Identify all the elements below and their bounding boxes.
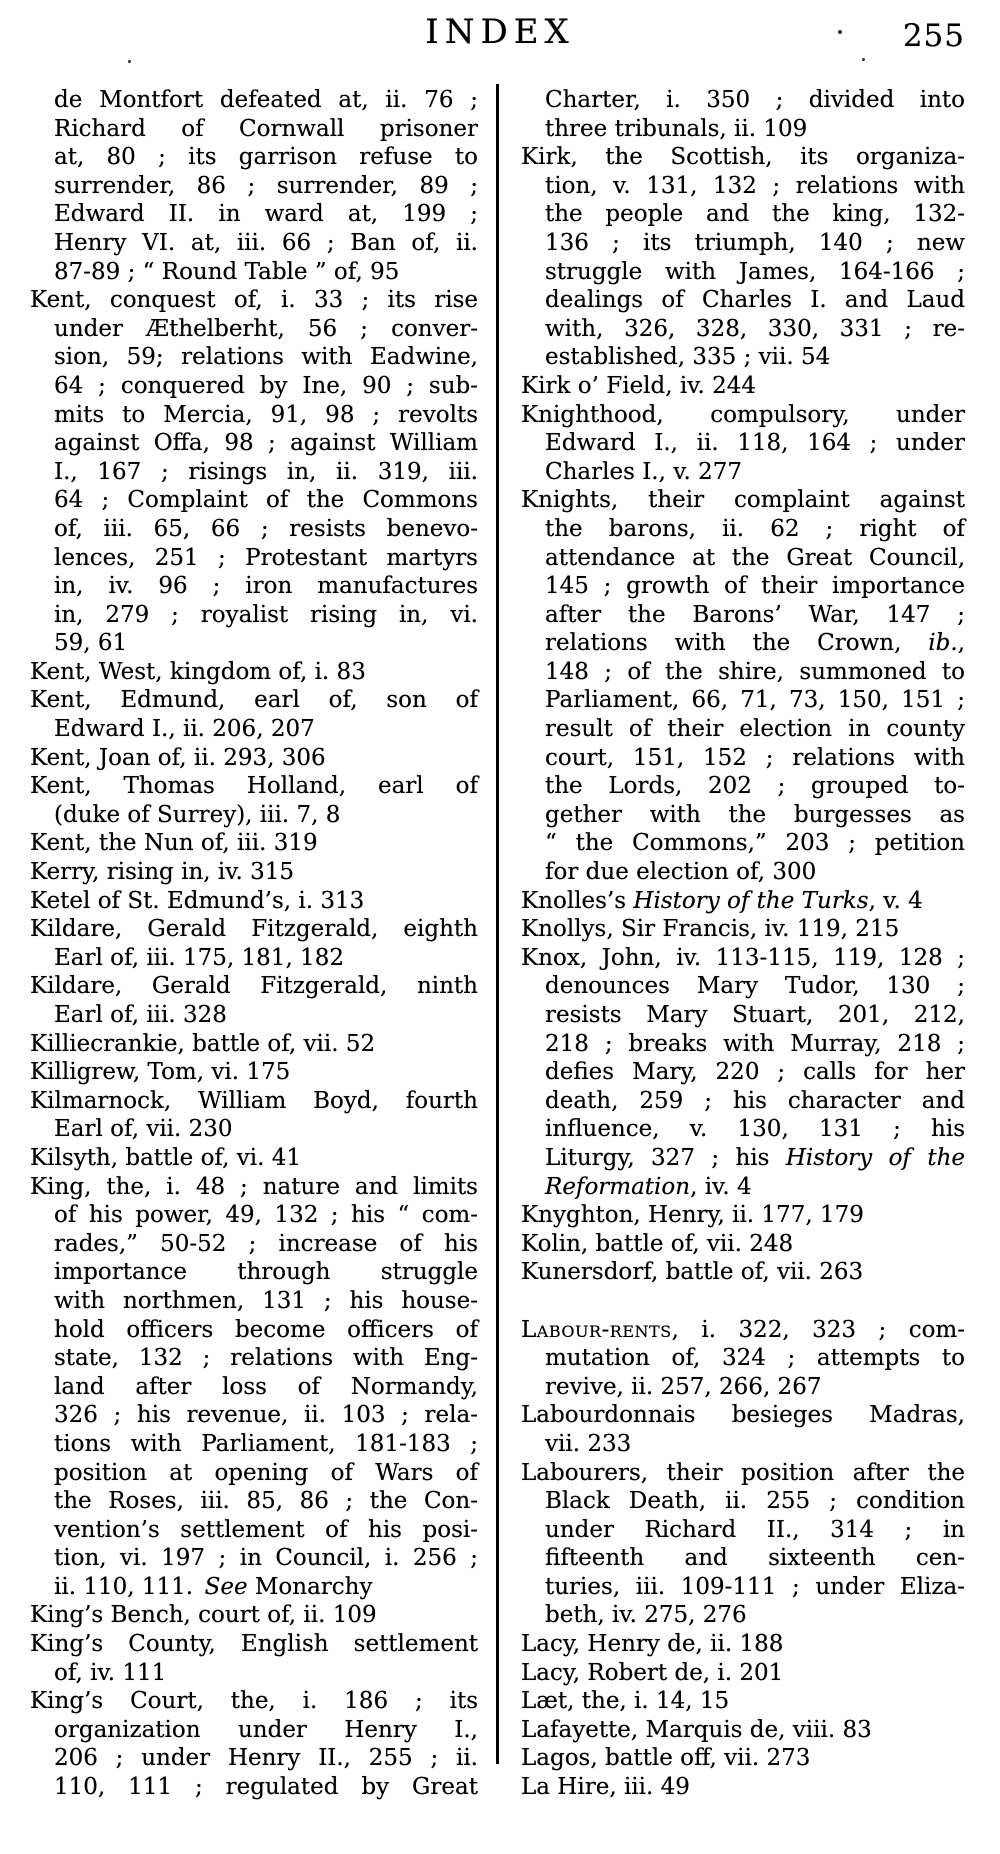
index-line: relations with the Crown, ib., (545, 630, 965, 657)
index-line: ii. 110, 111. See Monarchy (54, 1573, 373, 1600)
italic-text: History of the Turks (633, 887, 869, 914)
index-line: struggle with James, 164-166 ; (545, 258, 965, 285)
index-line: of his power, 49, 132 ; his “ com- (54, 1202, 478, 1229)
index-line: Kilmarnock, William Boyd, fourth (30, 1087, 478, 1114)
index-line: sion, 59; relations with Eadwine, (54, 344, 478, 371)
index-line: against Offa, 98 ; against William (54, 430, 478, 457)
index-line: Kent, Edmund, earl of, son of (30, 687, 478, 714)
index-line: surrender, 86 ; surrender, 89 ; (54, 172, 478, 199)
index-line: 145 ; growth of their importance (545, 573, 965, 600)
index-line: 136 ; its triumph, 140 ; new (545, 229, 965, 256)
index-column-right (521, 86, 965, 1802)
index-line: “ the Commons,” 203 ; petition (545, 830, 965, 857)
index-line: the Lords, 202 ; grouped to- (545, 773, 965, 800)
page-title: INDEX (425, 12, 575, 52)
index-line: Lafayette, Marquis de, viii. 83 (521, 1716, 872, 1743)
index-line: the barons, ii. 62 ; right of (545, 515, 965, 542)
index-line: Black Death, ii. 255 ; condition (545, 1488, 965, 1515)
index-line: Knights, their complaint against (521, 487, 965, 514)
index-line: Edward I., ii. 118, 164 ; under (545, 430, 965, 457)
index-line: for due election of, 300 (545, 859, 817, 886)
index-line: Labour-rents, i. 322, 323 ; com- (521, 1316, 965, 1343)
index-line: Killiecrankie, battle of, vii. 52 (30, 1030, 376, 1057)
index-line: result of their election in county (545, 716, 965, 743)
index-line: King, the, i. 48 ; nature and limits (30, 1173, 478, 1200)
index-line: La Hire, iii. 49 (521, 1774, 690, 1801)
index-line: Kent, West, kingdom of, i. 83 (30, 658, 366, 685)
index-line: dealings of Charles I. and Laud (545, 287, 965, 314)
index-line: 326 ; his revenue, ii. 103 ; rela- (54, 1402, 478, 1429)
index-line: after the Barons’ War, 147 ; (545, 601, 965, 628)
index-line: fifteenth and sixteenth cen- (545, 1545, 965, 1572)
index-line: Kilsyth, battle of, vi. 41 (30, 1144, 301, 1171)
italic-text: ib. (928, 630, 958, 657)
blank-line (521, 1287, 965, 1316)
index-line: Kent, the Nun of, iii. 319 (30, 830, 318, 857)
index-line: Henry VI. at, iii. 66 ; Ban of, ii. (54, 229, 478, 256)
index-line: tions with Parliament, 181-183 ; (54, 1430, 478, 1457)
index-line: Earl of, vii. 230 (54, 1116, 233, 1143)
index-line: mits to Mercia, 91, 98 ; revolts (54, 401, 478, 428)
index-line: attendance at the Great Council, (545, 544, 965, 571)
index-line: Knollys, Sir Francis, iv. 119, 215 (521, 916, 900, 943)
index-line: I., 167 ; risings in, ii. 319, iii. (54, 458, 478, 485)
index-line: under Æthelberht, 56 ; conver- (54, 315, 478, 342)
index-line: rades,” 50-52 ; increase of his (54, 1230, 478, 1257)
index-line: King’s Court, the, i. 186 ; its (30, 1688, 478, 1715)
index-line: Kirk, the Scottish, its organiza- (521, 144, 965, 171)
index-line: tion, vi. 197 ; in Council, i. 256 ; (54, 1545, 478, 1572)
index-line: Knox, John, iv. 113-115, 119, 128 ; (521, 944, 965, 971)
index-line: influence, v. 130, 131 ; his (545, 1116, 965, 1143)
index-line: Edward I., ii. 206, 207 (54, 716, 315, 743)
index-line: Kirk o’ Field, iv. 244 (521, 372, 757, 399)
index-line: gether with the burgesses as (545, 801, 965, 828)
index-line: Kent, conquest of, i. 33 ; its rise (30, 287, 478, 314)
scan-speck (862, 58, 865, 61)
scan-speck (838, 30, 842, 34)
index-line: mutation of, 324 ; attempts to (545, 1345, 965, 1372)
index-line: revive, ii. 257, 266, 267 (545, 1373, 822, 1400)
italic-text: Reformation (545, 1173, 691, 1200)
column-divider-rule (496, 84, 499, 1764)
index-line: 87-89 ; “ Round Table ” of, 95 (54, 258, 400, 285)
index-line: Knyghton, Henry, ii. 177, 179 (521, 1202, 864, 1229)
index-column-left (30, 86, 478, 1802)
index-line: Kent, Joan of, ii. 293, 306 (30, 744, 326, 771)
index-line: 206 ; under Henry II., 255 ; ii. (54, 1745, 478, 1772)
index-line: King’s County, English settlement (30, 1631, 478, 1658)
index-line: 218 ; breaks with Murray, 218 ; (545, 1030, 965, 1057)
index-line: Killigrew, Tom, vi. 175 (30, 1059, 291, 1086)
index-line: importance through struggle (54, 1259, 478, 1286)
index-line: established, 335 ; vii. 54 (545, 344, 831, 371)
index-line: Richard of Cornwall prisoner (54, 115, 478, 142)
index-line: at, 80 ; its garrison refuse to (54, 144, 478, 171)
index-line: King’s Bench, court of, ii. 109 (30, 1602, 377, 1629)
index-line: in, iv. 96 ; iron manufactures (54, 573, 478, 600)
index-line: resists Mary Stuart, 201, 212, (545, 1002, 965, 1028)
index-line: Reformation, iv. 4 (545, 1173, 752, 1200)
index-line: of, iv. 111 (54, 1659, 167, 1686)
index-line: tion, v. 131, 132 ; relations with (545, 172, 965, 199)
index-line: Læt, the, i. 14, 15 (521, 1688, 730, 1715)
index-line: with, 326, 328, 330, 331 ; re- (545, 315, 965, 342)
index-line: under Richard II., 314 ; in (545, 1516, 965, 1543)
index-line: Liturgy, 327 ; his History of the (545, 1144, 965, 1171)
italic-text: See (204, 1573, 248, 1600)
page-number: 255 (902, 18, 965, 54)
index-line: 110, 111 ; regulated by Great (54, 1774, 478, 1801)
index-line: Charles I., v. 277 (545, 458, 743, 485)
index-line: Knighthood, compulsory, under (521, 401, 965, 428)
index-line: Edward II. in ward at, 199 ; (54, 201, 478, 228)
index-line: Kent, Thomas Holland, earl of (30, 773, 478, 800)
index-line: the people and the king, 132- (545, 201, 965, 228)
index-line: Kolin, battle of, vii. 248 (521, 1230, 794, 1257)
page-header (0, 12, 1000, 62)
index-line: Earl of, iii. 328 (54, 1002, 227, 1028)
index-line: Knolles’s History of the Turks, v. 4 (521, 887, 923, 914)
index-line: defies Mary, 220 ; calls for her (545, 1059, 965, 1086)
index-line: Charter, i. 350 ; divided into (545, 87, 965, 113)
index-line: vii. 233 (545, 1430, 632, 1457)
index-line: Labourdonnais besieges Madras, (521, 1402, 965, 1429)
index-line: beth, iv. 275, 276 (545, 1602, 747, 1629)
italic-text: History of the (785, 1144, 965, 1171)
index-line: Labourers, their position after the (521, 1459, 965, 1486)
index-line: lences, 251 ; Protestant martyrs (54, 544, 478, 571)
index-line: hold officers become officers of (54, 1316, 478, 1343)
index-line: death, 259 ; his character and (545, 1087, 965, 1114)
index-line: Kunersdorf, battle of, vii. 263 (521, 1259, 864, 1286)
index-line: 64 ; conquered by Ine, 90 ; sub- (54, 372, 478, 399)
index-line: Kerry, rising in, iv. 315 (30, 859, 295, 886)
index-line: denounces Mary Tudor, 130 ; (545, 973, 965, 1000)
index-line: Earl of, iii. 175, 181, 182 (54, 944, 344, 971)
index-line: Kildare, Gerald Fitzgerald, ninth (30, 973, 478, 1000)
index-line: state, 132 ; relations with Eng- (54, 1345, 478, 1372)
index-line: de Montfort defeated at, ii. 76 ; (54, 87, 478, 113)
index-line: court, 151, 152 ; relations with (545, 744, 965, 771)
index-line: Lacy, Henry de, ii. 188 (521, 1631, 784, 1658)
index-line: (duke of Surrey), iii. 7, 8 (54, 801, 341, 828)
index-line: land after loss of Normandy, (54, 1373, 478, 1400)
index-line: 59, 61 (54, 630, 128, 657)
index-line: 64 ; Complaint of the Commons (54, 487, 478, 514)
index-line: Lacy, Robert de, i. 201 (521, 1659, 784, 1686)
index-line: Ketel of St. Edmund’s, i. 313 (30, 887, 365, 914)
index-line: position at opening of Wars of (54, 1459, 478, 1486)
index-line: vention’s settlement of his posi- (54, 1516, 478, 1543)
index-line: three tribunals, ii. 109 (545, 115, 808, 142)
index-line: Parliament, 66, 71, 73, 150, 151 ; (545, 687, 965, 714)
index-line: of, iii. 65, 66 ; resists benevo- (54, 515, 478, 542)
index-line: 148 ; of the shire, summoned to (545, 658, 965, 685)
index-line: the Roses, iii. 85, 86 ; the Con- (54, 1488, 478, 1515)
index-line: Lagos, battle off, vii. 273 (521, 1745, 811, 1772)
index-line: with northmen, 131 ; his house- (54, 1287, 478, 1314)
index-line: organization under Henry I., (54, 1716, 478, 1743)
scan-speck (128, 60, 131, 63)
index-line: in, 279 ; royalist rising in, vi. (54, 601, 478, 628)
index-line: Kildare, Gerald Fitzgerald, eighth (30, 916, 478, 943)
smallcaps-text: Labour-rents (521, 1316, 672, 1343)
index-line: turies, iii. 109-111 ; under Eliza- (545, 1573, 965, 1600)
